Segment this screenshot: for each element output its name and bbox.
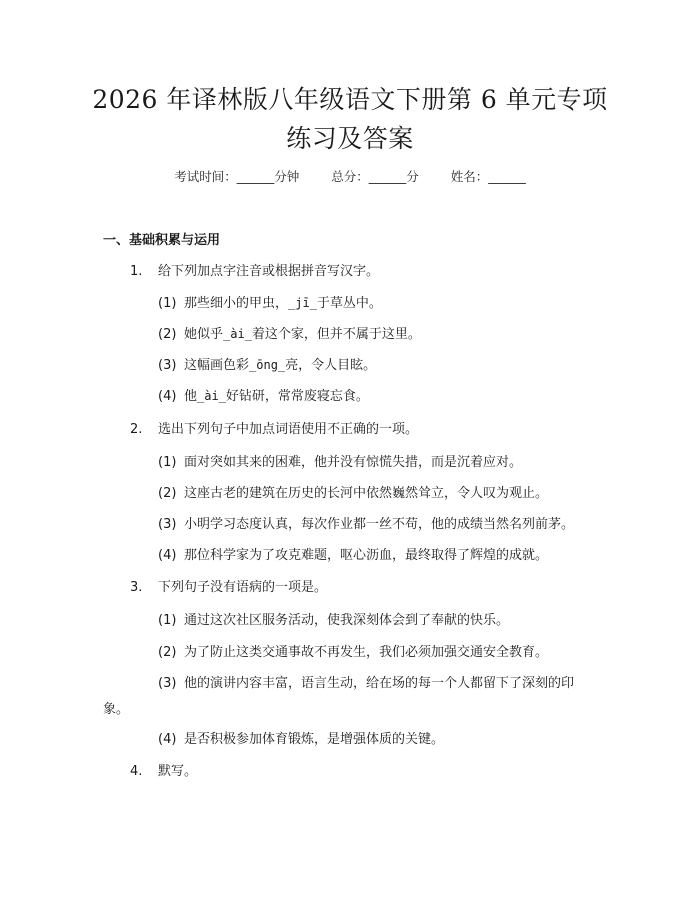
question-stem: 选出下列句子中加点词语使用不正确的一项。	[158, 422, 419, 437]
option-mark: (3)	[158, 517, 177, 532]
q3-option-3	[103, 675, 603, 719]
question-2	[130, 421, 418, 439]
option-mark: (3)	[158, 676, 177, 691]
option-text-post: 好钻研，常常废寝忘食。	[225, 389, 369, 404]
option-mark: (1)	[158, 455, 177, 470]
name-field	[451, 168, 526, 186]
option-mark: (1)	[158, 613, 177, 628]
section-heading-1: 一、基础积累与运用	[103, 233, 221, 248]
question-stem: 给下列加点字注音或根据拼音写汉字。	[158, 264, 380, 279]
question-stem: 下列句子没有语病的一项是。	[158, 580, 328, 595]
q1-option-1	[158, 294, 382, 313]
question-number: 2.	[130, 422, 143, 437]
option-mark: (2)	[158, 486, 177, 501]
option-text-pre: 那些细小的甲虫，	[184, 296, 289, 311]
option-text: 是否积极参加体育锻炼，是增强体质的关键。	[184, 732, 445, 747]
q3-option-4	[158, 731, 444, 749]
q2-option-2	[158, 485, 548, 503]
question-number: 4.	[130, 764, 143, 779]
pinyin-blank: _ōng_	[249, 358, 286, 372]
exam-time-unit: 分钟	[274, 169, 300, 184]
option-text: 这座古老的建筑在历史的长河中依然巍然耸立，令人叹为观止。	[184, 486, 549, 501]
option-mark: (4)	[158, 389, 177, 404]
option-text: 为了防止这类交通事故不再发生，我们必须加强交通安全教育。	[184, 645, 549, 660]
q3-option-2	[158, 644, 548, 662]
question-number: 3.	[130, 580, 143, 595]
q2-option-1	[158, 454, 522, 472]
option-text: 通过这次社区服务活动，使我深刻体会到了奉献的快乐。	[184, 613, 510, 628]
exam-time-blank: ______	[236, 169, 275, 184]
document-title-line2: 练习及答案	[286, 124, 414, 153]
total-score-label: 总分：	[331, 169, 369, 184]
q2-option-4	[158, 547, 548, 565]
q1-option-4	[158, 387, 369, 406]
q3-option-1	[158, 612, 509, 630]
q1-option-2	[158, 325, 421, 344]
option-text: 面对突如其来的困难，他并没有惊慌失措，而是沉着应对。	[184, 455, 523, 470]
q2-option-3	[158, 516, 574, 534]
question-number: 1.	[130, 264, 143, 279]
option-text-post: 于草丛中。	[316, 296, 382, 311]
question-4	[130, 763, 197, 781]
question-1	[130, 263, 379, 281]
option-mark: (4)	[158, 548, 177, 563]
option-text-continuation: 象。	[103, 702, 130, 717]
option-text-post: 着这个家，但并不属于这里。	[251, 327, 421, 342]
q1-option-3	[158, 356, 376, 375]
total-score-field	[331, 168, 419, 186]
option-text: 他的演讲内容丰富，语言生动，给在场的每一个人都留下了深刻的印	[184, 676, 575, 691]
option-text-pre: 这幅画色彩	[184, 358, 250, 373]
document-title-line1: 2026 年译林版八年级语文下册第 6 单元专项	[92, 85, 608, 114]
option-text: 那位科学家为了攻克难题，呕心沥血，最终取得了辉煌的成就。	[184, 548, 549, 563]
option-mark: (3)	[158, 358, 177, 373]
exam-time-label: 考试时间：	[174, 169, 237, 184]
pinyin-blank: _jī_	[288, 296, 317, 310]
exam-time-field	[174, 168, 299, 186]
total-score-blank: ______	[368, 169, 407, 184]
option-text-pre: 她似乎	[184, 327, 224, 342]
option-mark: (2)	[158, 327, 177, 342]
option-text-pre: 他	[184, 389, 198, 404]
option-mark: (2)	[158, 645, 177, 660]
option-mark: (1)	[158, 296, 177, 311]
pinyin-blank: _ài_	[197, 389, 226, 403]
option-text-post: 亮，令人目眩。	[285, 358, 377, 373]
question-stem: 默写。	[158, 764, 198, 779]
option-mark: (4)	[158, 732, 177, 747]
option-text: 小明学习态度认真，每次作业都一丝不苟，他的成绩当然名列前茅。	[184, 517, 575, 532]
question-3	[130, 579, 327, 597]
exam-meta-line	[0, 168, 700, 186]
pinyin-blank: _ài_	[223, 327, 252, 341]
name-blank: ______	[488, 169, 526, 184]
total-score-unit: 分	[406, 169, 419, 184]
name-label: 姓名：	[450, 169, 489, 184]
